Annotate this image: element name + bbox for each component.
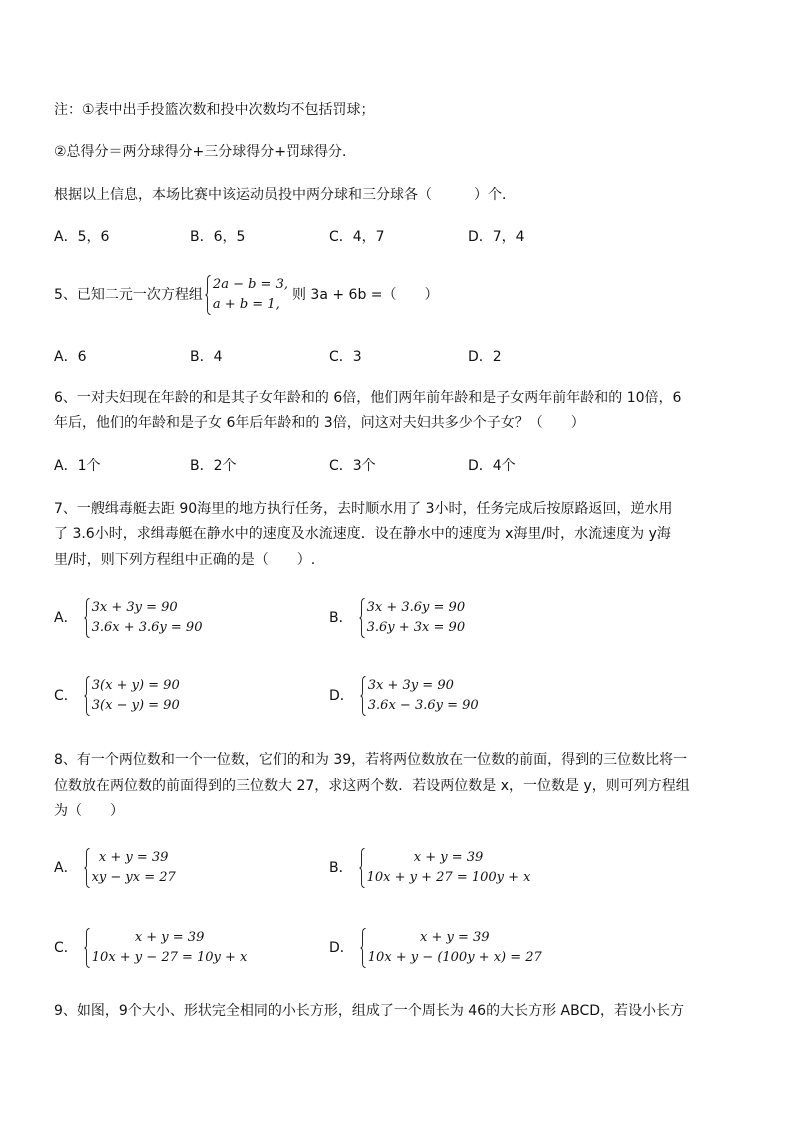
q6-option-b: B．2个 [190,458,237,474]
question-7-line-1: 7、一艘缉毒艇去距 90海里的地方执行任务，去时顺水用了 3小时，任务完成后按原路返回，逆水用 [54,501,673,517]
q5-option-b: B．4 [190,349,223,365]
q8-option-a [54,848,176,888]
q4-option-d: D．7，4 [468,229,525,245]
question-5 [54,275,439,315]
q7-option-c [54,676,180,716]
q7-c-eq2: 3(x − y) = 90 [91,698,180,713]
question-9-line-1: 9、如图，9个大小、形状完全相同的小长方形，组成了一个周长为 46的大长方形 ABCD，若设小长方 [54,1003,685,1019]
q8-a-eq2: xy − yx = 27 [91,870,176,885]
question-7-line-2: 了 3.6小时，求缉毒艇在静水中的速度及水流速度．设在静水中的速度为 x海里/时，水流速度为 y海 [54,526,671,542]
q7-option-b [329,598,465,638]
q8-option-d-system [360,928,542,968]
q5-option-d: D．2 [468,349,502,365]
q8-d-eq2: 10x + y − (100y + x) = 27 [367,950,542,965]
brace-icon [360,928,366,968]
q7-d-eq2: 3.6x − 3.6y = 90 [367,698,479,713]
q7-option-d-label: D． [329,688,354,704]
q5-equation-system [205,275,288,315]
q7-c-eq1: 3(x + y) = 90 [91,678,180,693]
q8-option-a-system [84,848,176,888]
q7-option-a-label: A． [54,610,78,626]
q7-a-eq1: 3x + 3y = 90 [91,600,178,615]
q6-option-d: D．4个 [468,458,516,474]
question-6-line-1: 6、一对夫妇现在年龄的和是其子女年龄和的 6倍，他们两年前年龄和是子女两年前年龄和的 10倍，6 [54,390,682,406]
question-8-line-3: 为（ ） [54,803,124,819]
brace-icon [360,676,366,716]
question-7-line-3: 里/时，则下列方程组中正确的是（ ）. [54,552,316,568]
brace-icon [359,598,365,638]
q7-option-d [329,676,479,716]
q5-eq1: 2a − b = 3, [212,277,288,292]
q8-b-eq2: 10x + y + 27 = 100y + x [366,870,531,885]
q7-option-a-system [84,598,203,638]
q5-option-a: A．6 [54,349,87,365]
brace-icon [84,676,90,716]
q7-option-b-label: B． [329,610,353,626]
note-2: ②总得分＝两分球得分+三分球得分+罚球得分． [54,144,357,160]
q8-option-b-system [359,848,531,888]
q4-option-b: B．6，5 [190,229,246,245]
q5-option-c: C．3 [329,349,362,365]
q8-a-eq1: x + y = 39 [98,850,169,865]
q7-b-eq1: 3x + 3.6y = 90 [366,600,466,615]
q7-option-c-system [84,676,180,716]
brace-icon [84,598,90,638]
q8-option-c [54,928,247,968]
q7-option-d-system [360,676,479,716]
q8-option-b [329,848,531,888]
brace-icon [205,275,211,315]
q7-option-a [54,598,202,638]
q7-option-c-label: C． [54,688,78,704]
q8-option-d [329,928,542,968]
q8-d-eq1: x + y = 39 [420,930,490,945]
q5-prefix: 5、已知二元一次方程组 [54,287,203,303]
q8-option-b-label: B． [329,860,353,876]
q8-option-c-label: C． [54,940,78,956]
brace-icon [84,928,90,968]
note-1: 注：①表中出手投篮次数和投中次数均不包括罚球； [54,102,375,118]
question-6-line-2: 年后，他们的年龄和是子女 6年后年龄和的 3倍，问这对夫妇共多少个子女？（ ） [54,415,585,431]
q7-b-eq2: 3.6y + 3x = 90 [366,620,466,635]
q5-eq2: a + b = 1, [212,297,280,312]
q7-d-eq1: 3x + 3y = 90 [367,678,454,693]
q7-a-eq2: 3.6x + 3.6y = 90 [91,620,203,635]
q4-option-c: C．4，7 [329,229,385,245]
question-8-line-2: 位数放在两位数的前面得到的三位数大 27，求这两个数．若设两位数是 x，一位数是 y，则可列方程组 [54,778,690,794]
q8-option-c-system [84,928,248,968]
q5-suffix: 则 3a + 6b =（ ） [291,287,439,303]
question-4-stem: 根据以上信息，本场比赛中该运动员投中两分球和三分球各（ ）个． [54,187,516,203]
q8-c-eq1: x + y = 39 [134,930,205,945]
question-8-line-1: 8、有一个两位数和一个一位数，它们的和为 39，若将两位数放在一位数的前面，得到的三位数比将一 [54,752,688,768]
q6-option-c: C．3个 [329,458,376,474]
q8-option-a-label: A． [54,860,78,876]
q8-b-eq1: x + y = 39 [413,850,484,865]
brace-icon [359,848,365,888]
q4-option-a: A．5，6 [54,229,110,245]
q7-option-b-system [359,598,465,638]
q8-c-eq2: 10x + y − 27 = 10y + x [91,950,248,965]
brace-icon [84,848,90,888]
q8-option-d-label: D． [329,940,354,956]
q6-option-a: A．1个 [54,458,101,474]
